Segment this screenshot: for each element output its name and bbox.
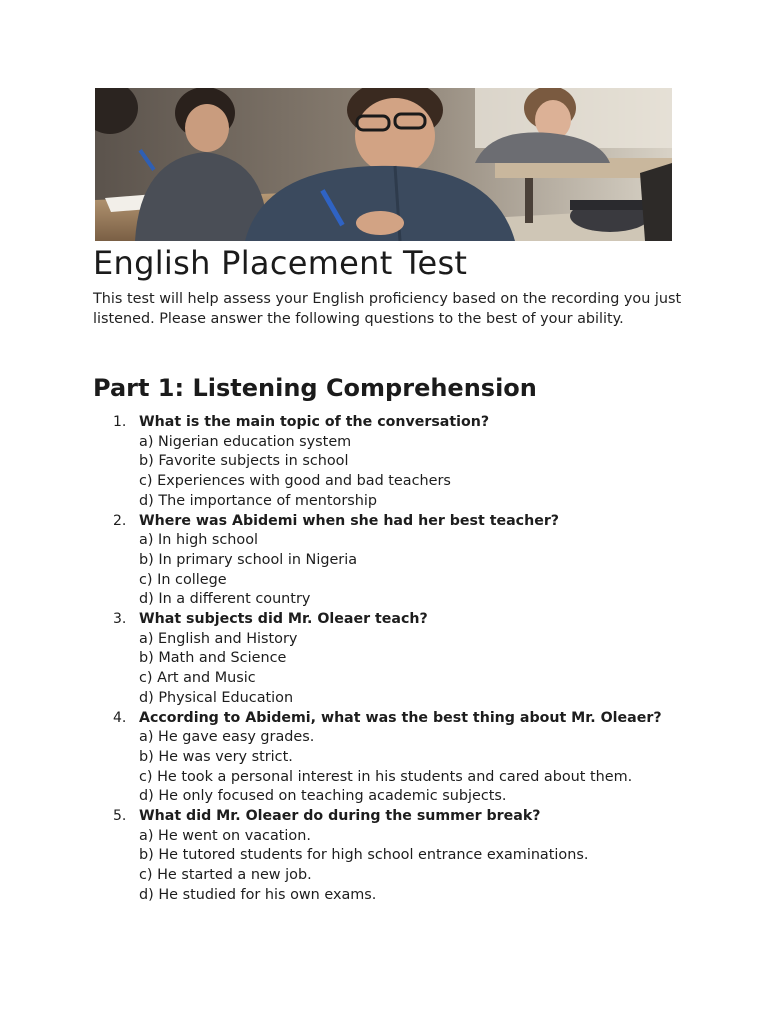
intro-paragraph: This test will help assess your English proficiency based on the recording you just listened. Please answer the following questions to the best of your ability.	[93, 291, 682, 327]
answer-option: b) He tutored students for high school entrance examinations.	[139, 847, 589, 864]
question-item	[93, 709, 693, 808]
answer-option: c) Experiences with good and bad teachers	[139, 473, 451, 490]
answer-option: a) English and History	[139, 630, 298, 647]
answer-option: c) Art and Music	[139, 670, 256, 687]
answer-option: d) The importance of mentorship	[139, 492, 378, 509]
question-item	[93, 807, 693, 906]
question-number: 3.	[113, 611, 127, 628]
answer-option: c) In college	[139, 571, 227, 588]
answer-option: b) In primary school in Nigeria	[139, 551, 358, 568]
question-item	[93, 610, 693, 709]
section-heading-part1: Part 1: Listening Comprehension	[93, 374, 537, 402]
answer-option: b) He was very strict.	[139, 748, 293, 765]
question-text: Where was Abidemi when she had her best teacher?	[139, 512, 560, 529]
answer-option: a) In high school	[139, 532, 259, 549]
classroom-exam-photo-icon	[95, 88, 672, 241]
question-number: 4.	[113, 709, 127, 726]
answer-option: a) He went on vacation.	[139, 827, 311, 844]
question-number: 5.	[113, 808, 127, 825]
answer-option: b) Favorite subjects in school	[139, 453, 349, 470]
page-title: English Placement Test	[93, 244, 468, 282]
answer-option: c) He started a new job.	[139, 867, 312, 884]
answer-option: a) Nigerian education system	[139, 433, 352, 450]
answer-option: d) He studied for his own exams.	[139, 886, 377, 903]
answer-option: b) Math and Science	[139, 650, 287, 667]
question-text: What subjects did Mr. Oleaer teach?	[139, 611, 428, 628]
question-text: According to Abidemi, what was the best thing about Mr. Oleaer?	[139, 709, 662, 726]
answer-option: a) He gave easy grades.	[139, 729, 315, 746]
question-item	[93, 512, 693, 611]
question-number: 2.	[113, 512, 127, 529]
answer-option: c) He took a personal interest in his students and cared about them.	[139, 768, 633, 785]
answer-option: d) In a different country	[139, 591, 311, 608]
answer-option: d) Physical Education	[139, 689, 294, 706]
question-text: What is the main topic of the conversation?	[139, 414, 490, 430]
question-number: 1.	[113, 414, 127, 430]
question-item	[93, 413, 693, 512]
question-text: What did Mr. Oleaer do during the summer break?	[139, 808, 541, 825]
header-image	[95, 88, 672, 241]
answer-option: d) He only focused on teaching academic subjects.	[139, 788, 507, 805]
question-list	[93, 413, 693, 906]
